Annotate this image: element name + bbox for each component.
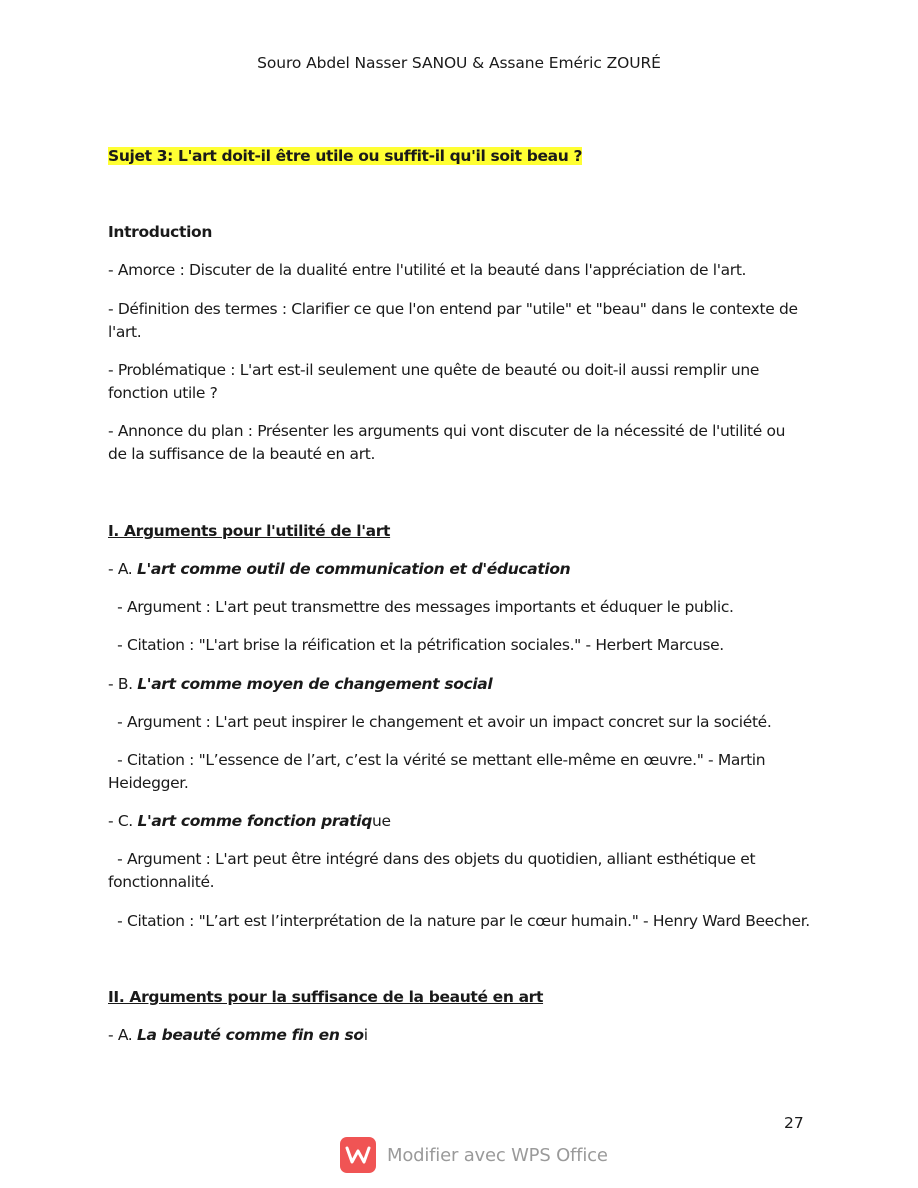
- part1-b-prefix: - B.: [108, 675, 138, 693]
- part1-c-title-rest: ue: [372, 812, 391, 830]
- part1-a-line: [108, 558, 808, 581]
- part2-a-title: La beauté comme fin en so: [136, 1026, 364, 1044]
- intro-amorce: - Amorce : Discuter de la dualité entre l'utilité et la beauté dans l'appréciation de l'art.: [108, 261, 747, 279]
- introduction-heading: Introduction: [108, 223, 213, 241]
- part1-c-citation: - Citation : "L’art est l’interprétation de la nature par le cœur humain." - Henry Ward Beecher.: [108, 912, 810, 930]
- part1-a-citation: - Citation : "L'art brise la réification et la pétrification sociales." - Herbert Marcuse.: [108, 636, 724, 654]
- part1-a-argument: - Argument : L'art peut transmettre des messages importants et éduquer le public.: [108, 598, 734, 616]
- part1-c-argument: - Argument : L'art peut être intégré dans des objets du quotidien, alliant esthétique et fonctionnalité.: [108, 850, 760, 891]
- wps-edit-banner[interactable]: [340, 1137, 608, 1173]
- subject-title-highlight: Sujet 3: L'art doit-il être utile ou suffit-il qu'il soit beau ?: [108, 147, 583, 165]
- part1-b-title: L'art comme moyen de changement social: [137, 675, 493, 693]
- part2-a-line: [108, 1024, 808, 1047]
- part1-b-line: [108, 673, 808, 696]
- part1-b-argument: - Argument : L'art peut inspirer le changement et avoir un impact concret sur la société.: [108, 713, 772, 731]
- part1-b-citation: - Citation : "L’essence de l’art, c’est la vérité se mettant elle-même en œuvre." - Martin Heidegger.: [108, 751, 770, 792]
- wps-w-logo-icon: [340, 1137, 376, 1173]
- wps-w-glyph-icon: [345, 1145, 371, 1165]
- part1-heading: [108, 520, 808, 543]
- part2-a-title-rest: i: [363, 1026, 368, 1044]
- intro-annonce: - Annonce du plan : Présenter les arguments qui vont discuter de la nécessité de l'utilité ou de la suffisance de la beauté en art.: [108, 422, 786, 463]
- part1-c-line: [108, 810, 808, 833]
- subject-title: [108, 145, 808, 168]
- page-number: 27: [784, 1114, 804, 1132]
- part1-a-title: L'art comme outil de communication et d'éducation: [136, 560, 571, 578]
- part1-heading-text: I. Arguments pour l'utilité de l'art: [108, 522, 391, 540]
- part1-a-prefix: - A.: [108, 560, 137, 578]
- part2-heading: [108, 986, 808, 1009]
- page-header-authors: Souro Abdel Nasser SANOU & Assane Eméric ZOURÉ: [257, 54, 661, 72]
- wps-edit-label[interactable]: Modifier avec WPS Office: [387, 1144, 608, 1166]
- intro-problematique: - Problématique : L'art est-il seulement une quête de beauté ou doit-il aussi remplir une fonction utile ?: [108, 361, 760, 402]
- part1-c-title: L'art comme fonction pratiq: [137, 812, 373, 830]
- part2-a-prefix: - A.: [108, 1026, 137, 1044]
- intro-definition: - Définition des termes : Clarifier ce que l'on entend par "utile" et "beau" dans le contexte de l'art.: [108, 300, 798, 341]
- part2-heading-text: II. Arguments pour la suffisance de la beauté en art: [108, 988, 544, 1006]
- part1-c-prefix: - C.: [108, 812, 138, 830]
